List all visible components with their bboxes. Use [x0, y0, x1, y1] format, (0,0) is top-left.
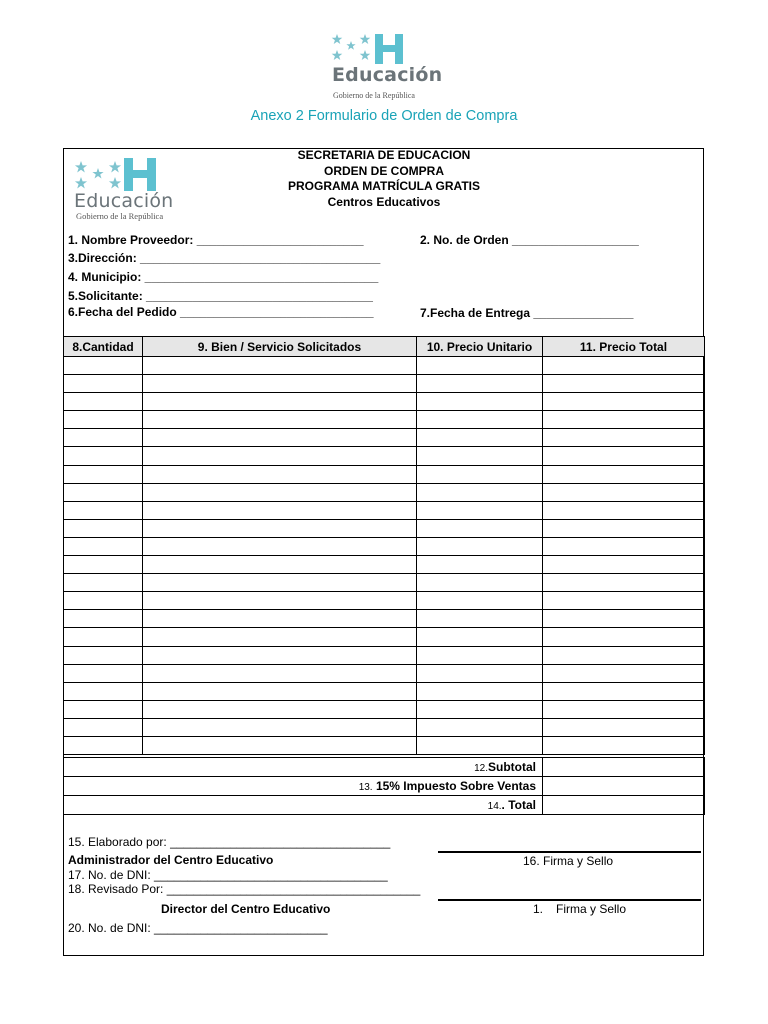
table-row [64, 357, 705, 375]
subtotal-row [64, 758, 705, 777]
field-municipio[interactable]: 4. Municipio: ___________________________________ [68, 270, 379, 284]
tax-label [64, 777, 543, 796]
cell-bien-servicio[interactable] [143, 574, 417, 592]
items-table-body [64, 357, 705, 755]
cell-cantidad[interactable] [64, 393, 143, 411]
subtotal-text: Subtotal [488, 760, 536, 774]
cell-bien-servicio[interactable] [143, 718, 417, 736]
cell-bien-servicio[interactable] [143, 447, 417, 465]
cell-cantidad[interactable] [64, 483, 143, 501]
table-row [64, 664, 705, 682]
cell-bien-servicio[interactable] [143, 375, 417, 393]
cell-bien-servicio[interactable] [143, 610, 417, 628]
table-row [64, 393, 705, 411]
signature-label-director: Firma y Sello [556, 902, 627, 916]
field-fecha-pedido[interactable]: 6.Fecha del Pedido _____________________________ [68, 305, 374, 319]
cell-cantidad[interactable] [64, 556, 143, 574]
cell-bien-servicio[interactable] [143, 682, 417, 700]
cell-cantidad[interactable] [64, 429, 143, 447]
field-dni-20[interactable]: 20. No. de DNI: __________________________ [68, 921, 328, 935]
field-direccion[interactable]: 3.Dirección: ____________________________________ [68, 251, 381, 265]
field-solicitante[interactable]: 5.Solicitante: __________________________________ [68, 289, 373, 303]
cell-precio-unitario[interactable] [417, 519, 543, 537]
cell-bien-servicio[interactable] [143, 519, 417, 537]
cell-bien-servicio[interactable] [143, 556, 417, 574]
header-line-3: PROGRAMA MATRÍCULA GRATIS [288, 179, 480, 193]
cell-cantidad[interactable] [64, 501, 143, 519]
totals-table [63, 757, 705, 815]
cell-precio-unitario[interactable] [417, 537, 543, 555]
star-cluster-icon [331, 32, 371, 64]
cell-precio-unitario[interactable] [417, 429, 543, 447]
tax-text: 15% Impuesto Sobre Ventas [375, 779, 536, 793]
cell-precio-total[interactable] [543, 574, 705, 592]
table-row [64, 447, 705, 465]
cell-precio-total[interactable] [543, 519, 705, 537]
cell-precio-unitario[interactable] [417, 375, 543, 393]
cell-bien-servicio[interactable] [143, 483, 417, 501]
table-row [64, 429, 705, 447]
header-line-4: Centros Educativos [327, 194, 441, 209]
cell-cantidad[interactable] [64, 411, 143, 429]
total-value[interactable] [543, 796, 705, 815]
cell-precio-unitario[interactable] [417, 556, 543, 574]
cell-cantidad[interactable] [64, 537, 143, 555]
tax-value[interactable] [543, 777, 705, 796]
field-elaborado-por[interactable]: 15. Elaborado por: _________________________________ [68, 835, 391, 849]
cell-precio-unitario[interactable] [417, 700, 543, 718]
col-header-precio-unitario: 10. Precio Unitario [417, 337, 543, 357]
cell-precio-total[interactable] [543, 501, 705, 519]
logo-government-text: Gobierno de la República [76, 211, 164, 221]
cell-precio-total[interactable] [543, 357, 705, 375]
subtotal-number: 12. [474, 763, 488, 774]
h-letter-icon [375, 34, 403, 64]
table-row [64, 556, 705, 574]
cell-cantidad[interactable] [64, 375, 143, 393]
table-row [64, 537, 705, 555]
cell-bien-servicio[interactable] [143, 357, 417, 375]
cell-precio-unitario[interactable] [417, 483, 543, 501]
header-line-1: SECRETARIA DE EDUCACION [297, 148, 471, 162]
cell-bien-servicio[interactable] [143, 736, 417, 754]
cell-precio-total[interactable] [543, 429, 705, 447]
table-row [64, 628, 705, 646]
field-proveedor[interactable]: 1. Nombre Proveedor: _________________________ [68, 233, 364, 247]
total-number: 14. [487, 801, 502, 812]
table-row [64, 736, 705, 754]
signature-label-director-number: 1. [533, 902, 544, 916]
cell-precio-total[interactable] [543, 483, 705, 501]
form-logo [74, 156, 189, 226]
tax-number: 13. [358, 782, 373, 793]
header-line-2: ORDEN DE COMPRA [323, 163, 444, 178]
cell-precio-total[interactable] [543, 682, 705, 700]
cell-cantidad[interactable] [64, 465, 143, 483]
cell-precio-total[interactable] [543, 592, 705, 610]
tax-row [64, 777, 705, 796]
logo-government-text: Gobierno de la República [333, 91, 415, 100]
table-row [64, 501, 705, 519]
star-cluster-icon [74, 158, 122, 192]
cell-precio-total[interactable] [543, 610, 705, 628]
cell-precio-total[interactable] [543, 447, 705, 465]
cell-bien-servicio[interactable] [143, 592, 417, 610]
table-row [64, 375, 705, 393]
cell-cantidad[interactable] [64, 628, 143, 646]
cell-precio-unitario[interactable] [417, 574, 543, 592]
cell-cantidad[interactable] [64, 519, 143, 537]
cell-cantidad[interactable] [64, 682, 143, 700]
table-header-row [64, 337, 705, 357]
cell-bien-servicio[interactable] [143, 411, 417, 429]
col-header-bien-servicio: 9. Bien / Servicio Solicitados [143, 337, 417, 357]
cell-precio-total[interactable] [543, 465, 705, 483]
cell-precio-unitario[interactable] [417, 393, 543, 411]
cell-cantidad[interactable] [64, 646, 143, 664]
cell-precio-total[interactable] [543, 411, 705, 429]
cell-bien-servicio[interactable] [143, 664, 417, 682]
table-row [64, 718, 705, 736]
total-row [64, 796, 705, 815]
h-letter-icon [124, 158, 156, 191]
cell-bien-servicio[interactable] [143, 700, 417, 718]
table-row [64, 682, 705, 700]
table-row [64, 483, 705, 501]
items-table [63, 336, 705, 755]
cell-precio-unitario[interactable] [417, 628, 543, 646]
table-row [64, 411, 705, 429]
cell-precio-total[interactable] [543, 718, 705, 736]
page-title: Anexo 2 Formulario de Orden de Compra [250, 108, 518, 124]
signature-line-director[interactable] [438, 899, 701, 901]
form-header [234, 148, 534, 210]
cell-precio-total[interactable] [543, 646, 705, 664]
cell-cantidad[interactable] [64, 610, 143, 628]
cell-precio-total[interactable] [543, 628, 705, 646]
cell-precio-total[interactable] [543, 700, 705, 718]
cell-precio-total[interactable] [543, 375, 705, 393]
logo-brand-text: Educación [332, 64, 443, 86]
cell-cantidad[interactable] [64, 718, 143, 736]
signature-label-16: 16. Firma y Sello [523, 854, 614, 868]
cell-precio-unitario[interactable] [417, 447, 543, 465]
subtotal-value[interactable] [543, 758, 705, 777]
total-text: . Total [501, 798, 536, 812]
table-row [64, 574, 705, 592]
cell-cantidad[interactable] [64, 664, 143, 682]
field-dni-17[interactable]: 17. No. de DNI: ___________________________________ [68, 868, 388, 882]
label-administrador: Administrador del Centro Educativo [68, 853, 274, 867]
cell-bien-servicio[interactable] [143, 628, 417, 646]
cell-precio-unitario[interactable] [417, 664, 543, 682]
cell-precio-unitario[interactable] [417, 592, 543, 610]
field-numero-orden[interactable]: 2. No. de Orden ___________________ [420, 233, 639, 247]
cell-cantidad[interactable] [64, 447, 143, 465]
cell-bien-servicio[interactable] [143, 393, 417, 411]
cell-cantidad[interactable] [64, 736, 143, 754]
cell-bien-servicio[interactable] [143, 646, 417, 664]
cell-precio-total[interactable] [543, 664, 705, 682]
col-header-precio-total: 11. Precio Total [543, 337, 705, 357]
table-row [64, 519, 705, 537]
logo-brand-text: Educación [74, 190, 174, 212]
cell-cantidad[interactable] [64, 357, 143, 375]
table-row [64, 592, 705, 610]
cell-precio-total[interactable] [543, 537, 705, 555]
cell-precio-total[interactable] [543, 736, 705, 754]
cell-bien-servicio[interactable] [143, 465, 417, 483]
signature-line-16[interactable] [438, 851, 701, 853]
field-revisado-por[interactable]: 18. Revisado Por: ______________________________________ [68, 882, 421, 896]
cell-bien-servicio[interactable] [143, 429, 417, 447]
cell-precio-unitario[interactable] [417, 501, 543, 519]
total-label [64, 796, 543, 815]
cell-bien-servicio[interactable] [143, 501, 417, 519]
table-row [64, 610, 705, 628]
cell-precio-total[interactable] [543, 556, 705, 574]
cell-precio-unitario[interactable] [417, 411, 543, 429]
cell-cantidad[interactable] [64, 592, 143, 610]
cell-precio-unitario[interactable] [417, 718, 543, 736]
table-row [64, 700, 705, 718]
logo-top [330, 32, 450, 104]
cell-precio-unitario[interactable] [417, 610, 543, 628]
table-row [64, 465, 705, 483]
cell-precio-unitario[interactable] [417, 357, 543, 375]
col-header-cantidad: 8.Cantidad [64, 337, 143, 357]
cell-precio-unitario[interactable] [417, 736, 543, 754]
cell-precio-unitario[interactable] [417, 682, 543, 700]
cell-precio-total[interactable] [543, 393, 705, 411]
cell-precio-unitario[interactable] [417, 646, 543, 664]
cell-cantidad[interactable] [64, 700, 143, 718]
label-director: Director del Centro Educativo [161, 902, 331, 916]
table-row [64, 646, 705, 664]
cell-cantidad[interactable] [64, 574, 143, 592]
cell-bien-servicio[interactable] [143, 537, 417, 555]
field-fecha-entrega[interactable]: 7.Fecha de Entrega _______________ [420, 306, 634, 320]
cell-precio-unitario[interactable] [417, 465, 543, 483]
subtotal-label [64, 758, 543, 777]
